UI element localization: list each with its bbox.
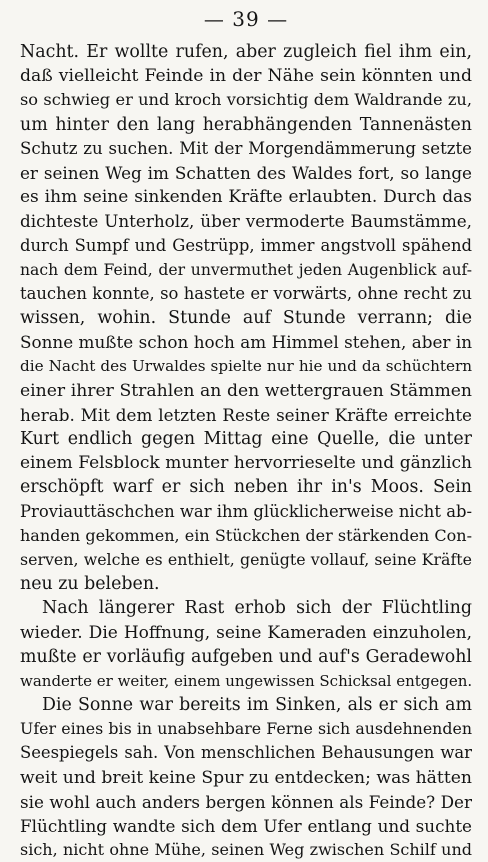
paragraph-start-line: Nach längerer Rast erhob sich der Flüchtling	[42, 598, 472, 619]
text-line: daß vielleicht Feinde in der Nähe sein könnten und	[20, 66, 472, 87]
text-line: mußte er vorläufig aufgeben und auf's Geradewohl	[20, 646, 472, 667]
text-line: Proviauttäschchen war ihm glücklicherweise nicht ab-	[20, 501, 472, 521]
text-line: dichteste Unterholz, über vermoderte Baumstämme,	[20, 211, 472, 232]
text-line: wissen, wohin. Stunde auf Stunde verrann; die	[20, 308, 472, 329]
text-line: Nacht. Er wollte rufen, aber zugleich fiel ihm ein,	[20, 42, 472, 62]
text-line: einer ihrer Strahlen an den wettergrauen Stämmen	[20, 380, 472, 401]
text-line: um hinter den lang herabhängenden Tannenästen	[20, 114, 472, 135]
paragraph-end-line: wanderte er weiter, einem ungewissen Schicksal entgegen.	[20, 671, 472, 690]
text-line: wieder. Die Hoffnung, seine Kameraden einzuholen,	[20, 622, 472, 643]
text-line: weit und breit keine Spur zu entdecken; was hätten	[20, 767, 472, 788]
text-line: einem Felsblock munter hervorrieselte und gänzlich	[20, 453, 472, 474]
text-line: er seinen Weg im Schatten des Waldes fort, so lange	[20, 162, 472, 183]
paragraph-end-line: neu zu beleben.	[20, 574, 160, 595]
text-line: Sonne mußte schon hoch am Himmel stehen, aber in	[20, 332, 472, 353]
text-line: erschöpft warf er sich neben ihr in's Moos. Sein	[20, 477, 472, 498]
text-line: so schwieg er und kroch vorsichtig dem Waldrande zu,	[20, 90, 472, 110]
text-line: es ihm seine sinkenden Kräfte erlaubten. Durch das	[20, 187, 472, 208]
text-line: tauchen konnte, so hastete er vorwärts, ohne recht zu	[20, 283, 472, 303]
text-line: Flüchtling wandte sich dem Ufer entlang und suchte	[20, 816, 472, 836]
text-line: Kurt endlich gegen Mittag eine Quelle, die unter	[20, 429, 472, 449]
text-line: durch Sumpf und Gestrüpp, immer angstvoll spähend	[20, 235, 472, 255]
text-line: nach dem Feind, der unvermuthet jeden Augenblick auf-	[20, 260, 472, 279]
text-line: Seespiegels sah. Von menschlichen Behausungen war	[20, 743, 472, 763]
text-line: die Nacht des Urwaldes spielte nur hie und da schüchtern	[20, 357, 472, 376]
paragraph-start-line: Die Sonne war bereits im Sinken, als er sich am	[42, 695, 472, 716]
text-line: sich, nicht ohne Mühe, seinen Weg zwischen Schilf und	[20, 840, 472, 860]
body-text	[20, 40, 472, 862]
page-number-header: — 39 —	[203, 7, 289, 31]
text-line: herab. Mit dem letzten Reste seiner Kräfte erreichte	[20, 404, 472, 425]
text-line: serven, welche es enthielt, genügte vollauf, seine Kräfte	[20, 549, 472, 569]
text-line: Schutz zu suchen. Mit der Morgendämmerung setzte	[20, 138, 472, 158]
text-line: handen gekommen, ein Stückchen der stärkenden Con-	[20, 525, 472, 545]
text-line: sie wohl auch anders bergen können als Feinde? Der	[20, 791, 472, 812]
text-line: Ufer eines bis in unabsehbare Ferne sich ausdehnenden	[20, 719, 472, 739]
